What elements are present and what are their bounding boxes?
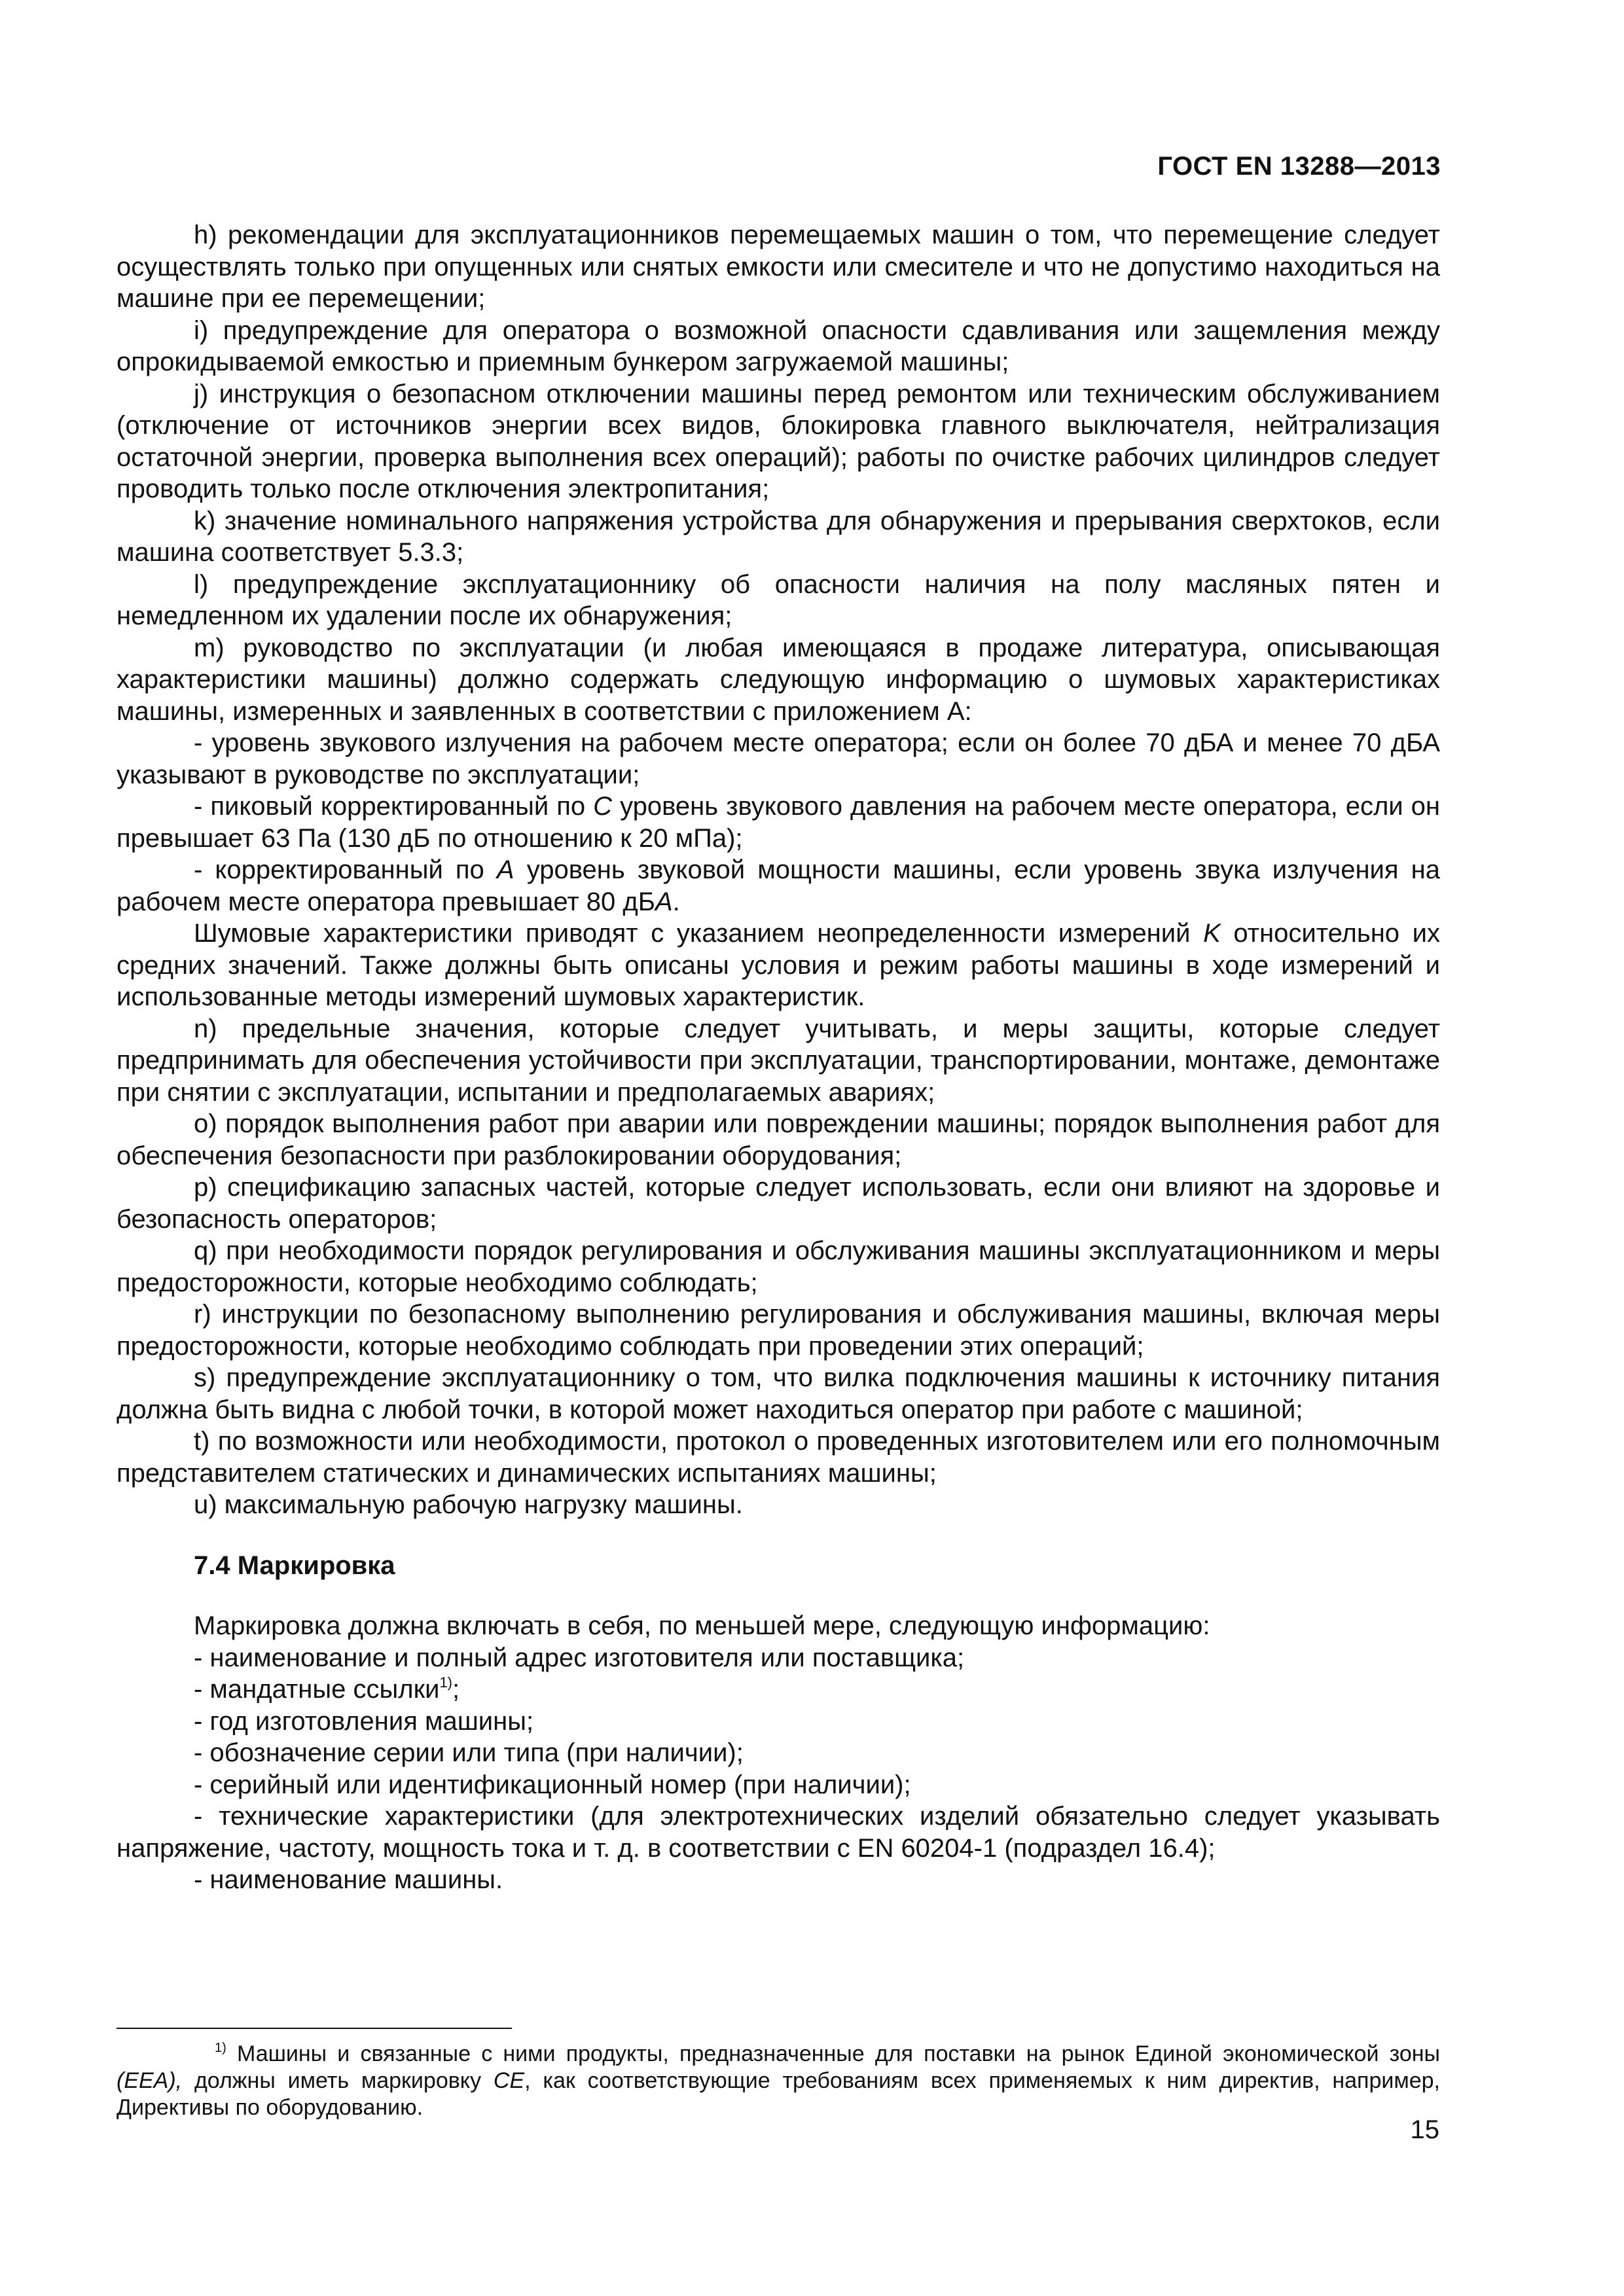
section-intro: Маркировка должна включать в себя, по меньшей мере, следующую информацию: (194, 1611, 1210, 1640)
document-header: ГОСТ EN 13288—2013 (1157, 152, 1441, 181)
list-item-r: r) инструкции по безопасному выполнению регулирования и обслуживания машины, включая меры предосторожности, которые необходимо соблюдать при проведении этих операций; (117, 1300, 1440, 1361)
list-item-i: i) предупреждение для оператора о возможной опасности сдавливания или защемления между опрокидываемой емкостью и приемным бункером загружаемой машины; (117, 315, 1440, 376)
noise-note: Шумовые характеристики приводят с указанием неопределенности измерений K относительно их средних значений. Также должны быть описаны условия и режим работы машины в ходе измерений и использованные методы измерений шумовых характеристик. (117, 919, 1440, 1011)
list-item-s: s) предупреждение эксплуатационнику о том, что вилка подключения машины к источнику питания должна быть видна с любой точки, в которой может находиться оператор при работе с машиной; (117, 1363, 1440, 1424)
list-item-t: t) по возможности или необходимости, протокол о проведенных изготовителем или его полномочным представителем статических и динамических испытаниях машины; (117, 1427, 1440, 1488)
list-item-n: n) предельные значения, которые следует учитывать, и меры защиты, которые следует предпринимать для обеспечения устойчивости при эксплуатации, транспортировании, монтаже, демонтаже при снятии с эксплуатации, испытании и предполагаемых авариях; (117, 1014, 1440, 1107)
footnote-marker: 1) (215, 2041, 226, 2055)
noise-bullet-2: - пиковый корректированный по C уровень звукового давления на рабочем месте оператора, если он превышает 63 Па (130 дБ по отношению к 20 мПа); (117, 792, 1440, 853)
noise-bullet-3: - корректированный по А уровень звуковой мощности машины, если уровень звука излучения на рабочем месте оператора превышает 80 дБА. (117, 855, 1440, 916)
list-item-p: p) спецификацию запасных частей, которые следует использовать, если они влияют на здоровье и безопасность операторов; (117, 1173, 1440, 1234)
list-item-u: u) максимальную рабочую нагрузку машины. (194, 1490, 743, 1519)
page-number: 15 (1410, 2115, 1439, 2144)
list-item-m: m) руководство по эксплуатации (и любая имеющаяся в продаже литература, описывающая характеристики машины) должно содержать следующую информацию о шумовых характеристиках машины, измеренных и заявленных в соответствии с приложением А: (117, 633, 1440, 726)
list-item-k: k) значение номинального напряжения устройства для обнаружения и прерывания сверхтоков, если машина соответствует 5.3.3; (117, 506, 1440, 567)
list-item-l: l) предупреждение эксплуатационнику об опасности наличия на полу масляных пятен и немедленном их удалении после их обнаружения; (117, 569, 1440, 630)
marking-bullet-3: - год изготовления машины; (194, 1706, 534, 1736)
list-item-j: j) инструкция о безопасном отключении машины перед ремонтом или техническим обслуживанием (отключение от источников энергии всех видов, блокировка главного выключателя, нейтрализация остаточной энергии, проверка выполнения всех операций); работы по очистке рабочих цилиндров следует проводить только после отключения электропитания; (117, 379, 1440, 503)
list-item-o: o) порядок выполнения работ при аварии или повреждении машины; порядок выполнения работ для обеспечения безопасности при разблокировании оборудования; (117, 1109, 1440, 1170)
marking-bullet-7: - наименование машины. (194, 1865, 503, 1894)
footnote-reference[interactable]: 1) (439, 1674, 452, 1691)
footnote-divider (117, 2028, 512, 2029)
footnote: $^{1)}$ Машины и связанные с ними продукты, предназначенные для поставки на рынок Единой экономической зоны (ЕЕА), должны иметь маркировку СЕ, как соответствующие требованиям всех применяемых к ним директив, например, Директивы по оборудованию. (117, 2041, 1440, 2120)
document-body (117, 219, 1440, 1896)
marking-bullet-1: - наименование и полный адрес изготовителя или поставщика; (194, 1643, 965, 1672)
marking-bullet-6: - технические характеристики (для электротехнических изделий обязательно следует указывать напряжение, частоту, мощность тока и т. д. в соответствии с EN 60204-1 (подраздел 16.4); (117, 1802, 1440, 1863)
marking-bullet-2: - мандатные ссылки$^{1)}$; (194, 1674, 460, 1704)
noise-bullet-1: - уровень звукового излучения на рабочем месте оператора; если он более 70 дБА и менее 70 дБА указывают в руководстве по эксплуатации; (117, 728, 1440, 789)
section-heading: 7.4 Маркировка (194, 1551, 395, 1580)
marking-bullet-5: - серийный или идентификационный номер (при наличии); (194, 1770, 911, 1799)
list-item-q: q) при необходимости порядок регулирования и обслуживания машины эксплуатационником и меры предосторожности, которые необходимо соблюдать; (117, 1236, 1440, 1297)
marking-bullet-4: - обозначение серии или типа (при наличии); (194, 1738, 744, 1767)
list-item-h: h) рекомендации для эксплуатационников перемещаемых машин о том, что перемещение следует осуществлять только при опущенных или снятых емкости или смесителе и что не допустимо находиться на машине при ее перемещении; (117, 221, 1440, 313)
